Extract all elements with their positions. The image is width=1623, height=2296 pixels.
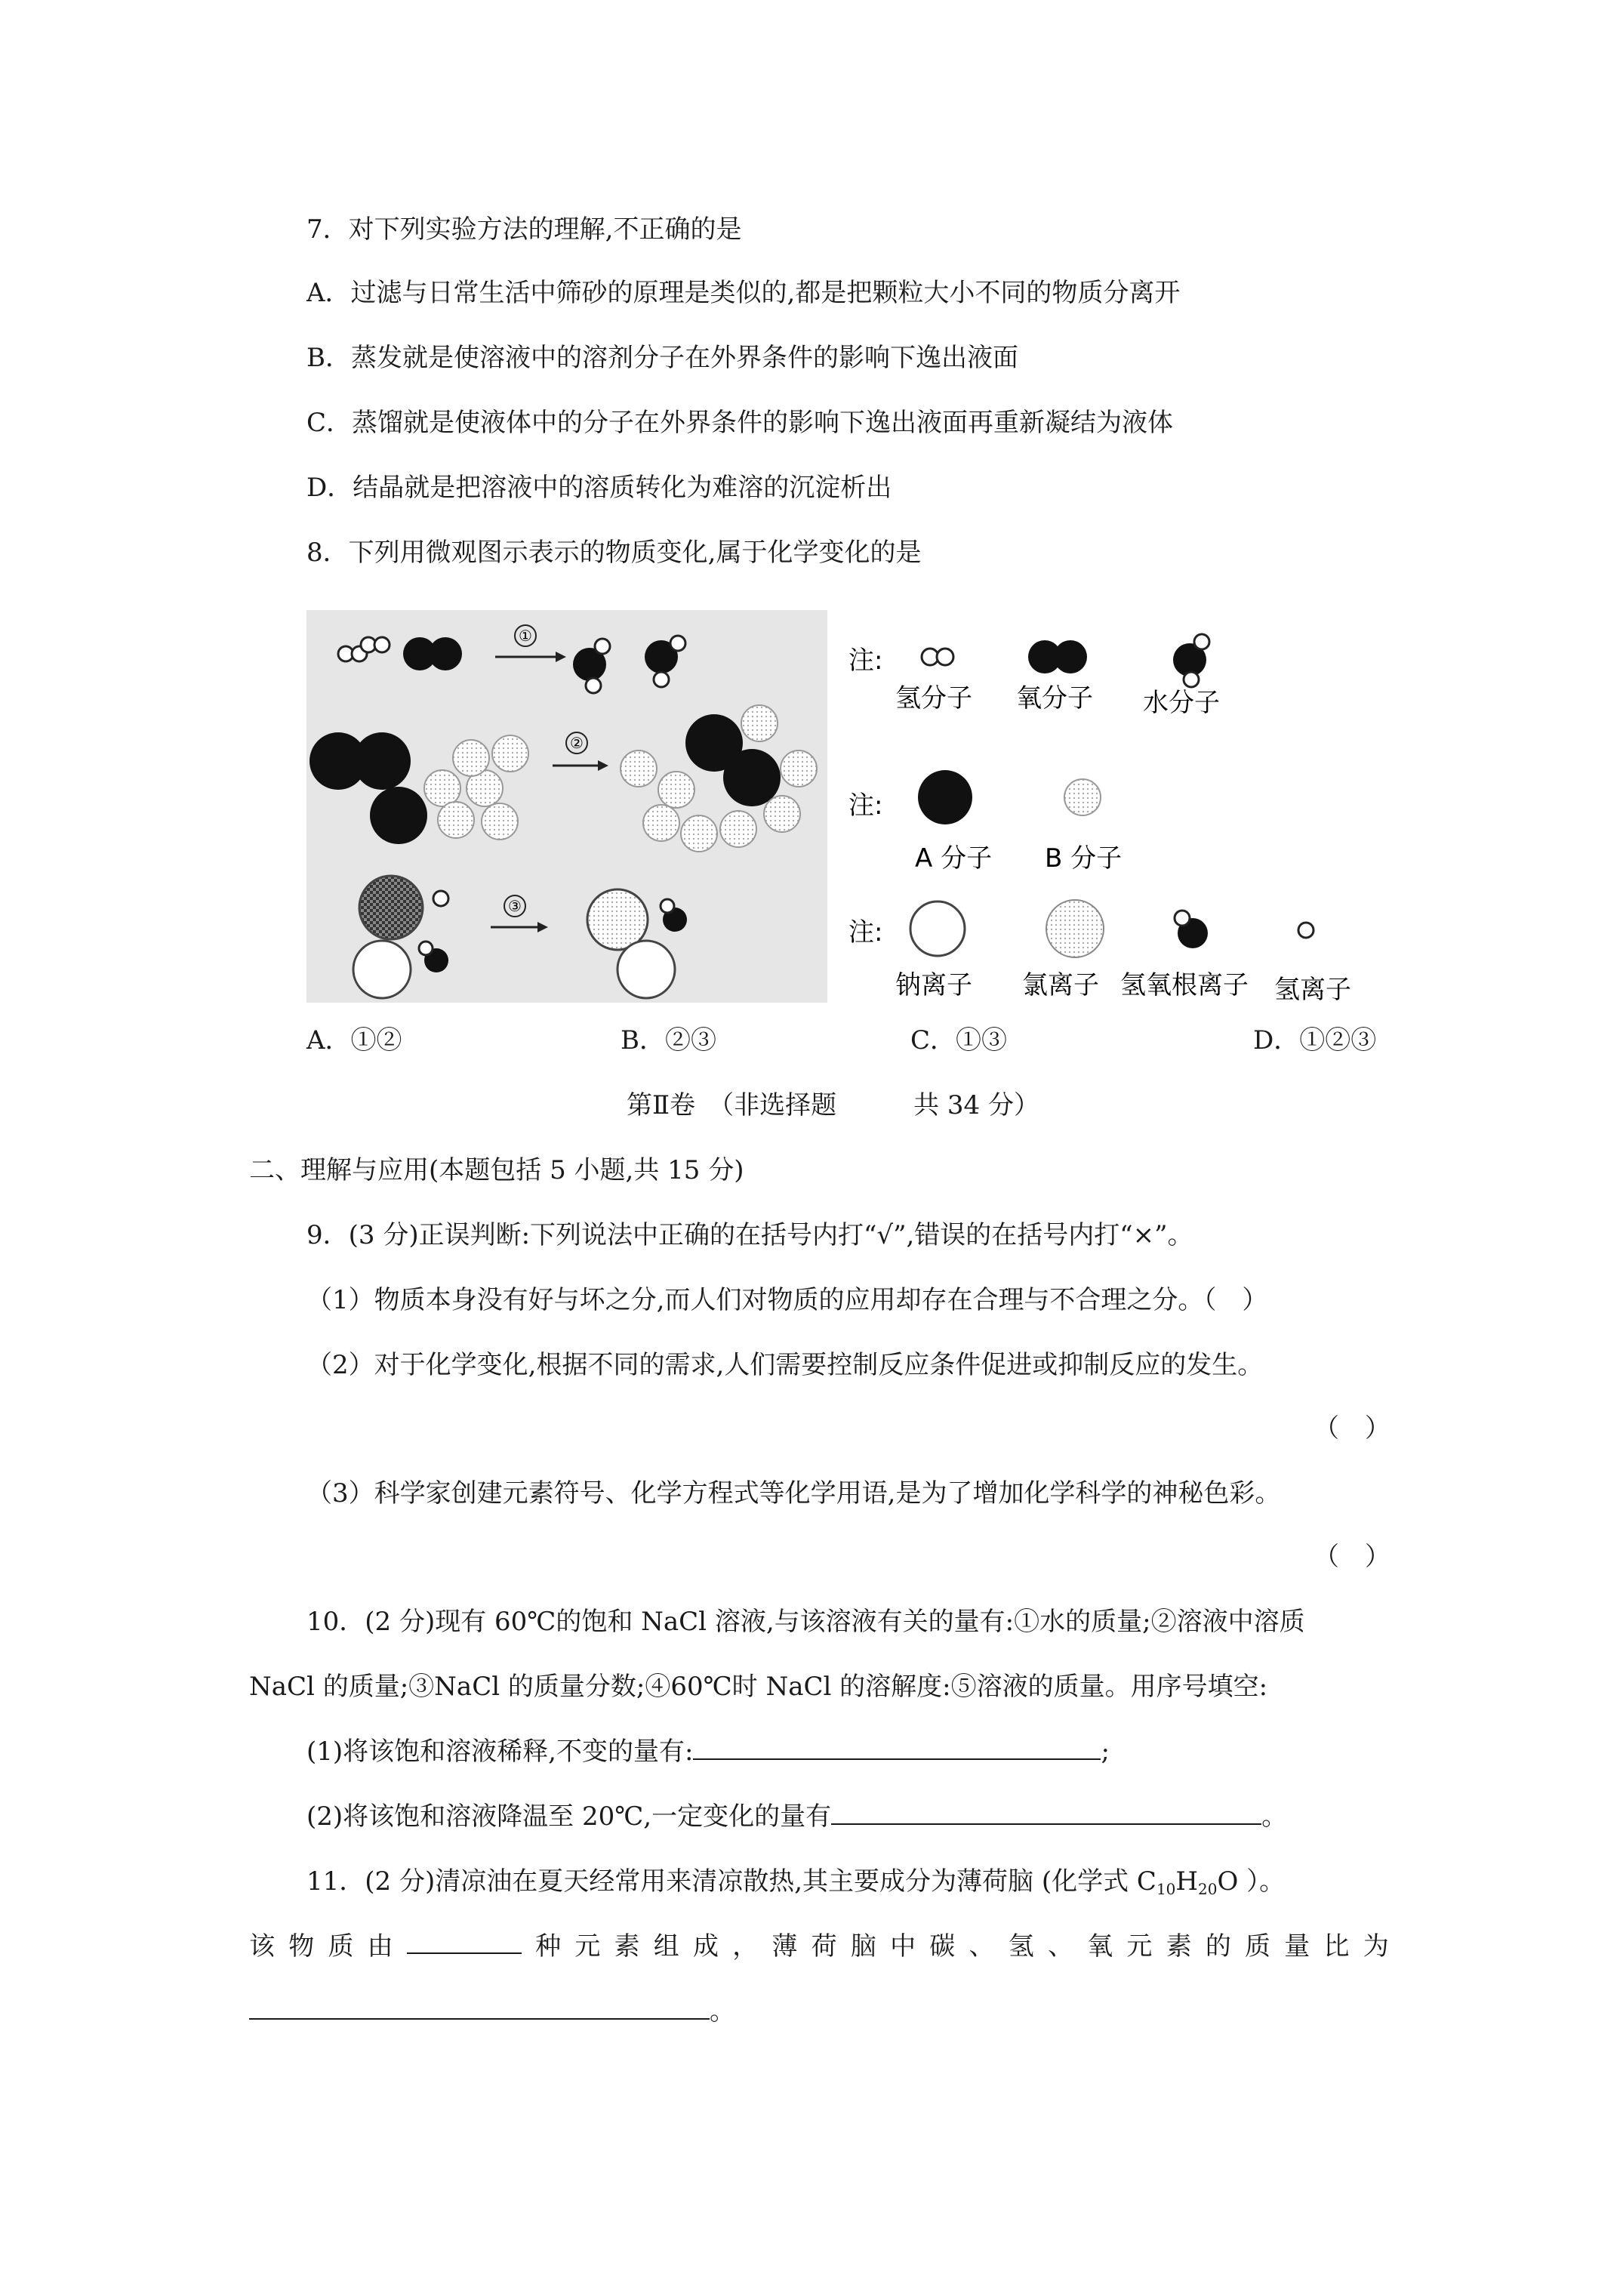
legend-b-molecule: B 分子 — [1045, 843, 1123, 874]
part-ii-heading: 二、理解与应用(本题包括 5 小题,共 15 分) — [249, 1155, 744, 1185]
q11-answer-blank-1[interactable] — [407, 1930, 522, 1954]
q7-option-a: A．过滤与日常生活中筛砂的原理是类似的,都是把颗粒大小不同的物质分离开 — [306, 278, 1181, 308]
q11-word: 组 — [653, 1931, 679, 1962]
molecular-diagram — [306, 610, 1378, 1003]
note-label-2: 注: — [848, 791, 883, 821]
q11-word: 、 — [969, 1931, 995, 1962]
q11-word: 物 — [288, 1931, 315, 1962]
note-label-1: 注: — [848, 646, 883, 676]
q11-word: 由 — [367, 1931, 393, 1962]
legend-hydroxide-ion: 氢氧根离子 — [1120, 970, 1249, 1000]
legend-water-molecule: 水分子 — [1143, 688, 1220, 718]
sodium-ion-icon — [910, 901, 965, 956]
q11-word: 质 — [328, 1931, 354, 1962]
q11-line-1 — [306, 1865, 1285, 1906]
q7-option-d: D．结晶就是把溶液中的溶质转化为难溶的沉淀析出 — [306, 473, 892, 503]
q11-answer-blank-2[interactable] — [249, 1996, 710, 2020]
q8-option-d: D．①②③ — [1253, 1025, 1377, 1056]
q8-option-c: C．①③ — [910, 1025, 1008, 1056]
q11-word: 薄 — [771, 1931, 798, 1962]
q10-answer-blank-2[interactable] — [831, 1801, 1261, 1825]
q7-option-b: B．蒸发就是使溶液中的溶剂分子在外界条件的影响下逸出液面 — [306, 343, 1018, 373]
hydrogen-molecule-icon — [922, 649, 953, 665]
q7-stem: 7．对下列实验方法的理解,不正确的是 — [306, 214, 742, 245]
q9-bracket-3: （ ） — [1313, 1542, 1390, 1572]
q10-answer-blank-1[interactable] — [693, 1736, 1101, 1760]
q10-part-1-end: ; — [1101, 1737, 1110, 1767]
legend-oxygen-molecule: 氧分子 — [1016, 683, 1093, 713]
q11-word: 中 — [890, 1931, 916, 1962]
q9-statement-1: （1）物质本身没有好与坏之分,而人们对物质的应用却存在合理与不合理之分。（ ） — [306, 1285, 1268, 1315]
q11-line-3-end: 。 — [710, 1996, 735, 2026]
q10-part-1-text: (1)将该饱和溶液稀释,不变的量有: — [306, 1737, 694, 1767]
q11-subscript-hydrogen: 20 — [1198, 1880, 1218, 1898]
legend-a-molecule: A 分子 — [915, 843, 993, 874]
legend-hydrogen-molecule: 氢分子 — [895, 683, 972, 713]
section-ii-title: 第Ⅱ卷 （非选择题 共 34 分） — [627, 1090, 1039, 1120]
q7-option-c: C．蒸馏就是使液体中的分子在外界条件的影响下逸出液面再重新凝结为液体 — [306, 408, 1174, 438]
hydrogen-ion-icon — [1298, 923, 1313, 938]
q10-part-2 — [306, 1800, 1287, 1833]
q8-stem: 8．下列用微观图示表示的物质变化,属于化学变化的是 — [306, 538, 922, 568]
q11-line-1-end: O ）。 — [1217, 1866, 1286, 1897]
q9-statement-3: （3）科学家创建元素符号、化学方程式等化学用语,是为了增加化学科学的神秘色彩。 — [306, 1478, 1281, 1509]
q11-line-3 — [249, 1995, 735, 2028]
q11-word: 成 — [692, 1931, 719, 1962]
q10-part-2-text: (2)将该饱和溶液降温至 20℃,一定变化的量有 — [306, 1801, 832, 1832]
chloride-ion-icon — [1046, 900, 1104, 957]
q10-part-2-end: 。 — [1261, 1801, 1288, 1832]
q11-word: 碳 — [929, 1931, 956, 1962]
q11-word: 比 — [1323, 1931, 1350, 1962]
q11-word: 种 — [535, 1931, 562, 1962]
arrow-2-label: ② — [570, 734, 584, 752]
q11-word: 氢 — [1008, 1931, 1034, 1962]
a-molecule-icon — [918, 770, 972, 824]
q11-formula-h: H — [1175, 1866, 1199, 1897]
q11-word: 素 — [614, 1931, 640, 1962]
q11-word: 荷 — [811, 1931, 837, 1962]
q8-option-a: A．①② — [306, 1025, 402, 1056]
q11-word: 的 — [1205, 1931, 1231, 1962]
q11-line-1-text: 11．(2 分)清凉油在夏天经常用来清凉散热,其主要成分为薄荷脑 (化学式 C — [306, 1866, 1156, 1897]
q8-option-b: B．②③ — [621, 1025, 716, 1056]
q11-subscript-carbon: 10 — [1156, 1880, 1176, 1898]
q10-line-1: 10．(2 分)现有 60℃的饱和 NaCl 溶液,与该溶液有关的量有:①水的质量;②溶液中溶质 — [306, 1607, 1305, 1637]
q11-word: 元 — [574, 1931, 601, 1962]
arrow-3-label: ③ — [508, 897, 522, 915]
legend-hydrogen-ion: 氢离子 — [1274, 975, 1351, 1003]
note-label-3: 注: — [848, 917, 883, 948]
q11-word: 素 — [1166, 1931, 1192, 1962]
arrow-1-label: ① — [519, 627, 532, 645]
legend-chloride-ion: 氯离子 — [1022, 970, 1099, 1000]
q11-word: 脑 — [850, 1931, 876, 1962]
q9-bracket-2: （ ） — [1313, 1413, 1390, 1444]
q11-word: 元 — [1126, 1931, 1153, 1962]
q8-figure — [306, 610, 1378, 1003]
b-molecule-icon — [1064, 779, 1101, 815]
q11-word: ， — [732, 1931, 759, 1962]
oxygen-molecule-icon — [1028, 640, 1087, 673]
q9-stem: 9．(3 分)正误判断:下列说法中正确的在括号内打“√”,错误的在括号内打“×”。 — [306, 1220, 1193, 1250]
q11-word: 量 — [1284, 1931, 1310, 1962]
q11-word: 氧 — [1087, 1931, 1113, 1962]
hydroxide-ion-icon — [1175, 911, 1208, 948]
q9-statement-2: （2）对于化学变化,根据不同的需求,人们需要控制反应条件促进或抑制反应的发生。 — [306, 1350, 1264, 1380]
q10-line-2: NaCl 的质量;③NaCl 的质量分数;④60℃时 NaCl 的溶解度:⑤溶液的质量。用序号填空: — [249, 1672, 1268, 1702]
q11-word: 、 — [1047, 1931, 1073, 1962]
q11-word: 为 — [1363, 1931, 1389, 1962]
q11-word: 质 — [1245, 1931, 1271, 1962]
q10-part-1 — [306, 1735, 1110, 1768]
q11-line-2 — [249, 1930, 1389, 1963]
q11-word: 该 — [249, 1931, 275, 1962]
legend-sodium-ion: 钠离子 — [895, 970, 972, 1000]
water-molecule-icon — [1173, 634, 1209, 687]
